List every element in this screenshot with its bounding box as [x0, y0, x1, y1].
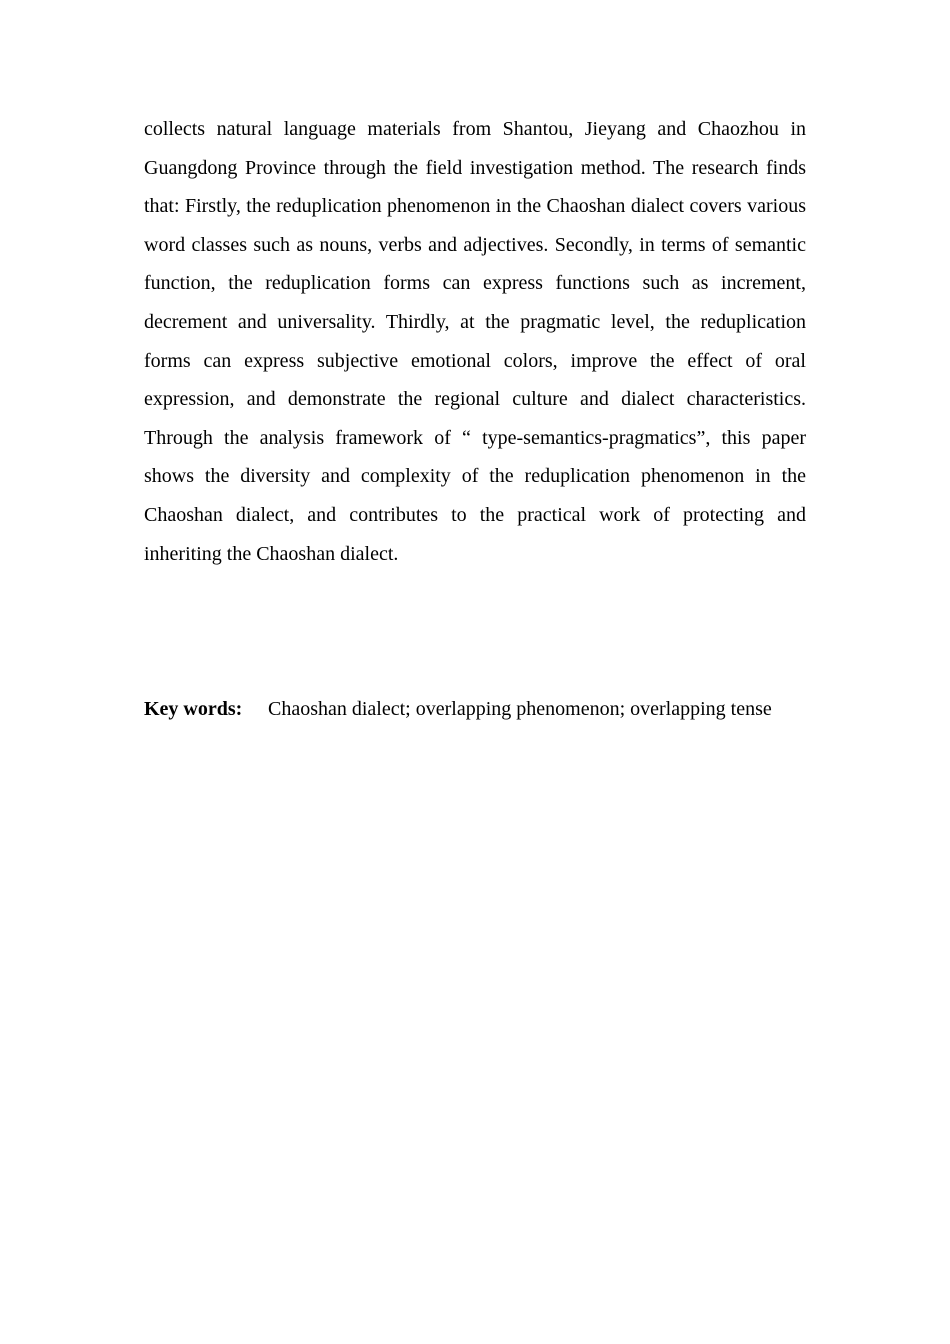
keywords-label: Key words:	[144, 698, 243, 720]
keywords-line	[144, 690, 806, 729]
keywords-value: Chaoshan dialect; overlapping phenomenon; overlapping tense	[268, 698, 772, 720]
abstract-paragraph: collects natural language materials from Shantou, Jieyang and Chaozhou in Guangdong Province through the field investigation method. The research finds that: Firstly, the reduplication phenomenon in the Chaoshan dialect covers various word classes such as nouns, verbs and adjectives. Secondly, in terms of semantic function, the reduplication forms can express functions such as increment, decrement and universality. Thirdly, at the pragmatic level, the reduplication forms can express subjective emotional colors, improve the effect of oral expression, and demonstrate the regional culture and dialect characteristics. Through the analysis framework of “ type-semantics-pragmatics”, this paper shows the diversity and complexity of the reduplication phenomenon in the Chaoshan dialect, and contributes to the practical work of protecting and inheriting the Chaoshan dialect.	[144, 118, 806, 565]
